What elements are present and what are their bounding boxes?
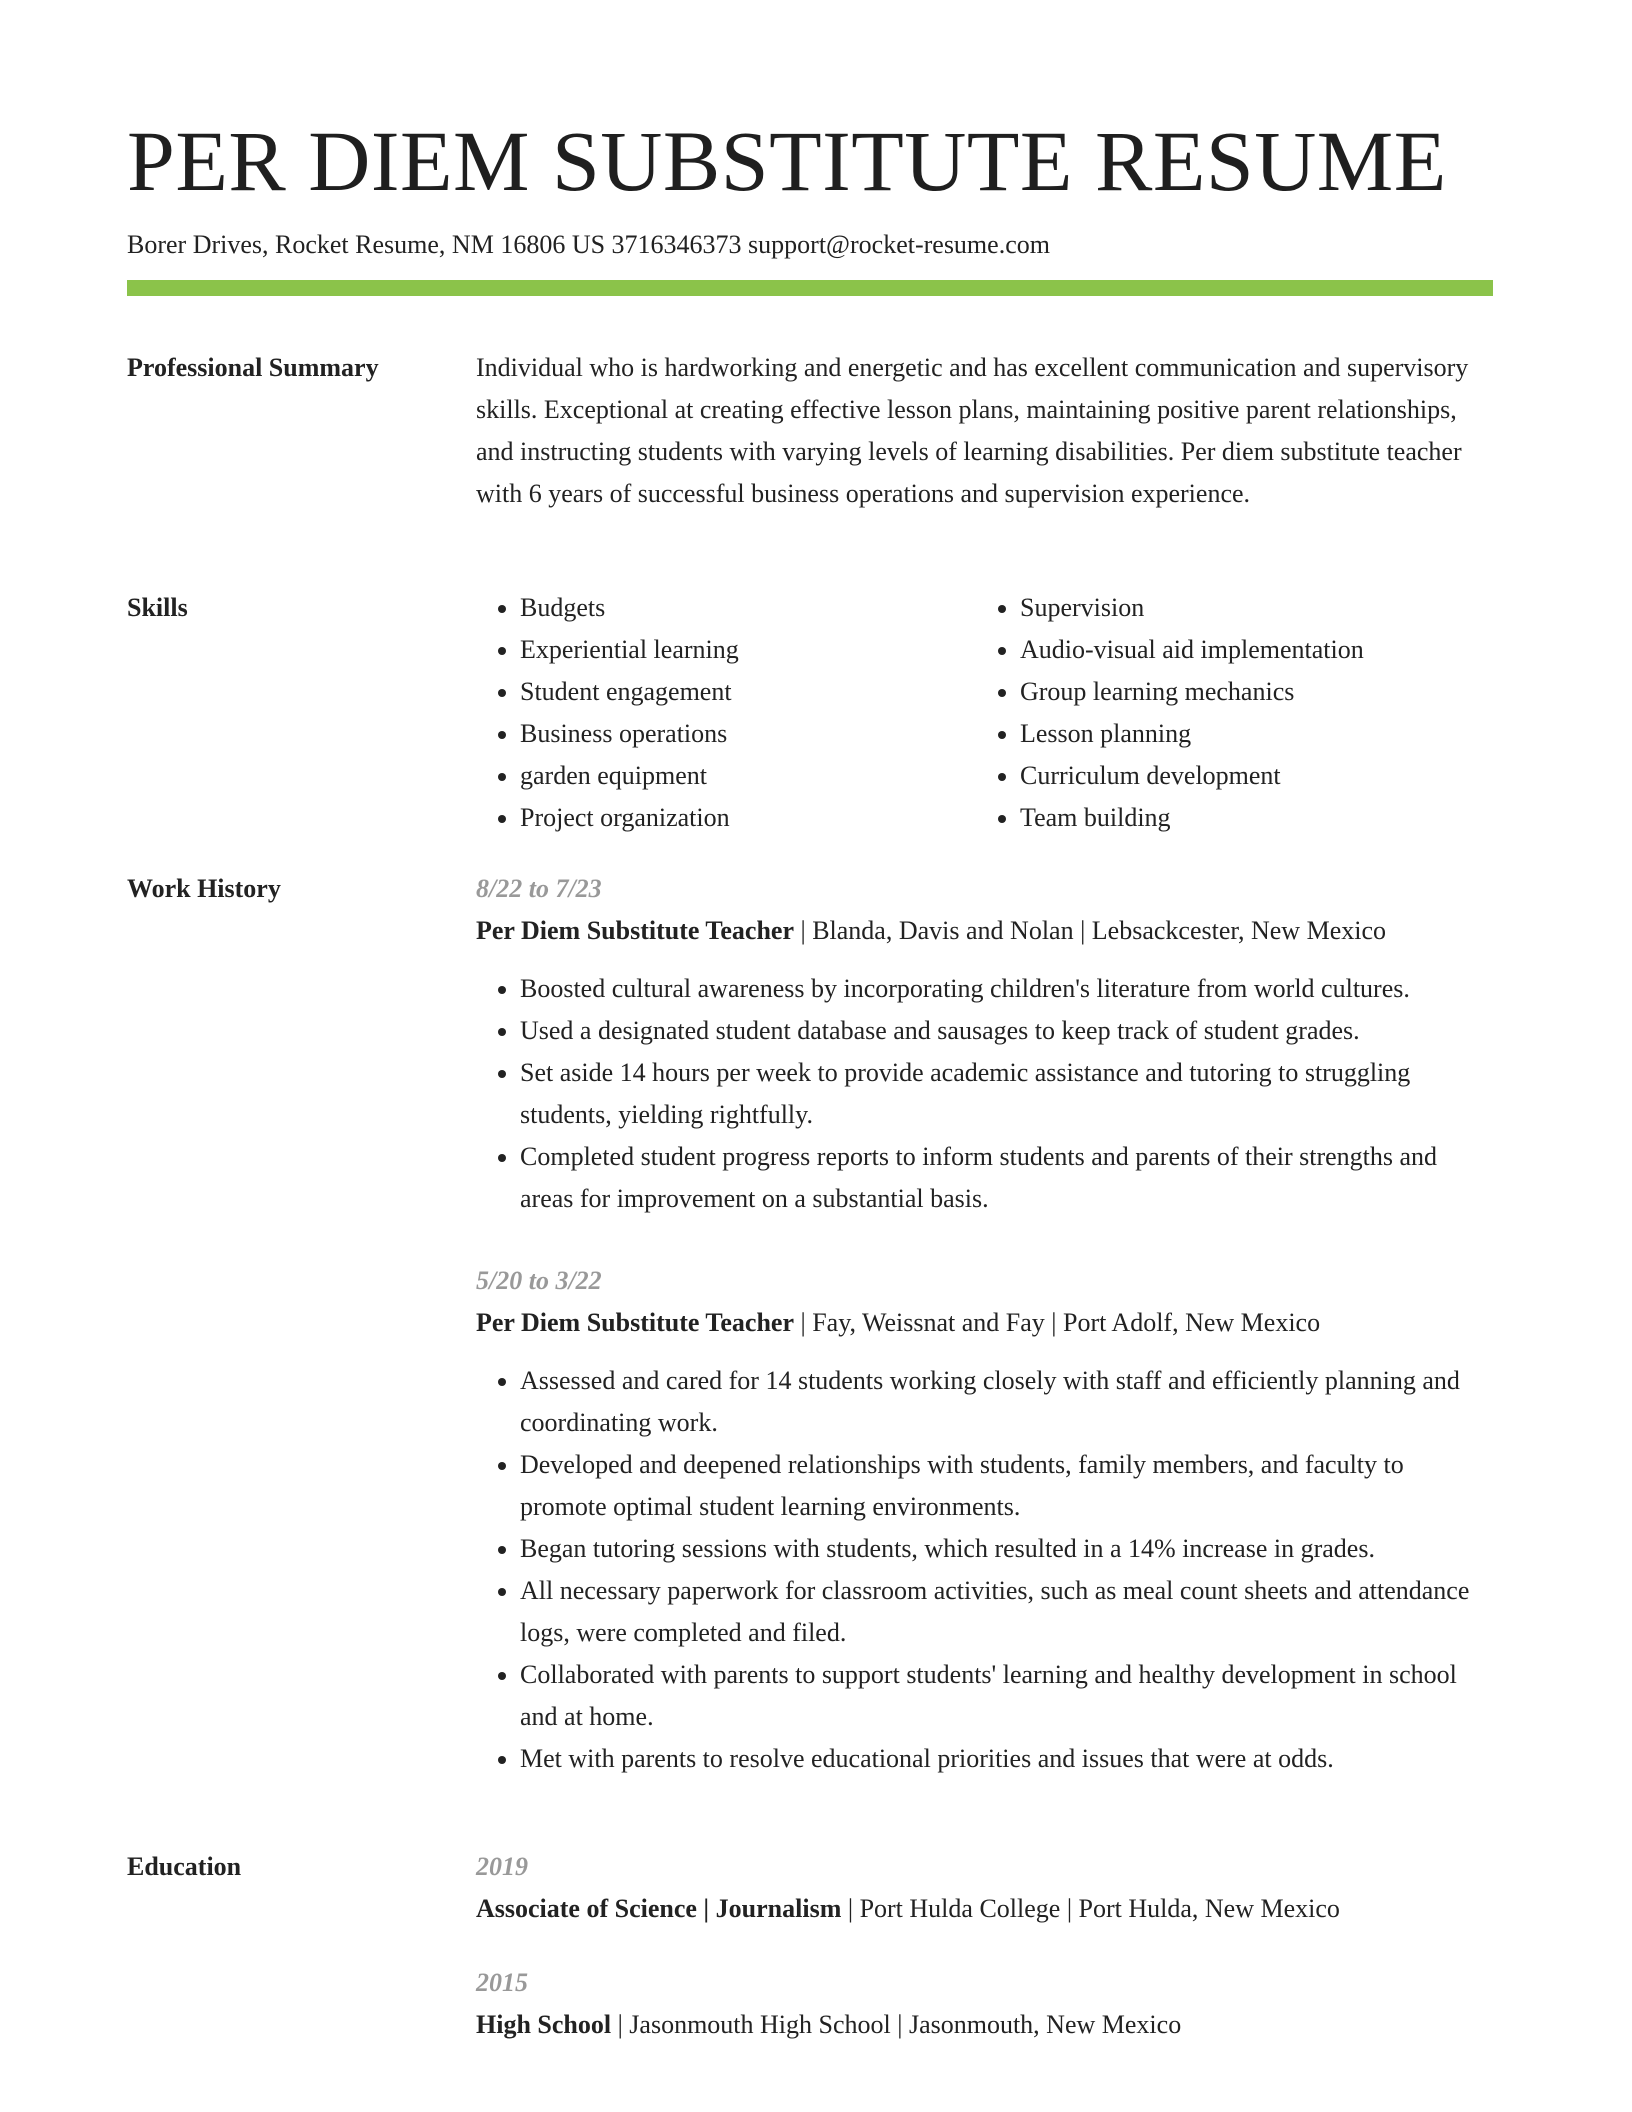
job-bullet: • Met with parents to resolve educational priorities and issues that were at odds. (520, 1738, 1493, 1780)
accent-divider (127, 280, 1493, 296)
job-heading (476, 910, 1493, 952)
job-bullet: • Began tutoring sessions with students, which resulted in a 14% increase in grades. (520, 1528, 1493, 1570)
work-history-body (476, 868, 1493, 1780)
education-details: | Port Hulda College | Port Hulda, New Mexico (841, 1894, 1340, 1923)
education-details: | Jasonmouth High School | Jasonmouth, New Mexico (611, 2010, 1182, 2039)
skill-item: • Group learning mechanics (1020, 671, 1476, 713)
job-bullet: • Assessed and cared for 14 students working closely with staff and efficiently planning and coordinating work. (520, 1360, 1493, 1444)
education-year: 2015 (476, 1968, 528, 1997)
job-heading (476, 1302, 1493, 1344)
education-entry (476, 1846, 1493, 1930)
education-entry (476, 1962, 1493, 2046)
skills-list (476, 587, 1493, 839)
job-bullet: • Set aside 14 hours per week to provide academic assistance and tutoring to struggling students, yielding rightfully. (520, 1052, 1493, 1136)
section-title-skills: Skills (127, 593, 188, 622)
job-bullet: • All necessary paperwork for classroom activities, such as meal count sheets and attendance logs, were completed and filed. (520, 1570, 1493, 1654)
skill-item: • Team building (1020, 797, 1476, 839)
job-bullet: • Boosted cultural awareness by incorporating children's literature from world cultures. (520, 968, 1493, 1010)
skill-item: • Business operations (520, 713, 976, 755)
job-role: Per Diem Substitute Teacher (476, 916, 794, 945)
skill-item: • Experiential learning (520, 629, 976, 671)
education-year: 2019 (476, 1852, 528, 1881)
skill-item: • Audio-visual aid implementation (1020, 629, 1476, 671)
section-title-education: Education (127, 1852, 242, 1881)
skill-item: • Supervision (1020, 587, 1476, 629)
skill-item: • garden equipment (520, 755, 976, 797)
education-degree: High School (476, 2010, 612, 2039)
job-dates: 8/22 to 7/23 (476, 874, 602, 903)
skills-column-left (476, 587, 976, 839)
resume-header (127, 113, 1493, 296)
education-heading (476, 2004, 1493, 2046)
job-bullet: • Used a designated student database and sausages to keep track of student grades. (520, 1010, 1493, 1052)
skill-item: • Project organization (520, 797, 976, 839)
education-body (476, 1846, 1493, 2046)
education-degree: Associate of Science | Journalism (476, 1894, 842, 1923)
job-entry (476, 868, 1493, 1220)
job-bullet: • Collaborated with parents to support students' learning and healthy development in school and at home. (520, 1654, 1493, 1738)
job-details: | Fay, Weissnat and Fay | Port Adolf, New Mexico (794, 1308, 1321, 1337)
skill-item: • Student engagement (520, 671, 976, 713)
contact-line: Borer Drives, Rocket Resume, NM 16806 US 3716346373 support@rocket-resume.com (127, 230, 1050, 259)
section-title-work-history: Work History (127, 874, 281, 903)
job-bullets (476, 968, 1493, 1220)
education-heading (476, 1888, 1493, 1930)
job-dates: 5/20 to 3/22 (476, 1266, 602, 1295)
job-bullet: • Completed student progress reports to inform students and parents of their strengths and areas for improvement on a substantial basis. (520, 1136, 1493, 1220)
summary-body (476, 347, 1493, 515)
skill-item: • Budgets (520, 587, 976, 629)
job-bullet: • Developed and deepened relationships with students, family members, and faculty to promote optimal student learning environments. (520, 1444, 1493, 1528)
skill-item: • Curriculum development (1020, 755, 1476, 797)
job-entry (476, 1260, 1493, 1780)
skill-item: • Lesson planning (1020, 713, 1476, 755)
skills-column-right (976, 587, 1476, 839)
section-title-summary: Professional Summary (127, 353, 379, 382)
summary-text: Individual who is hardworking and energetic and has excellent communication and supervisory skills. Exceptional at creating effective lesson plans, maintaining positive parent relationships, and instructing students with varying levels of learning disabilities. Per diem substitute teacher with 6 years of successful business operations and supervision experience. (476, 353, 1469, 508)
job-role: Per Diem Substitute Teacher (476, 1308, 794, 1337)
job-bullets (476, 1360, 1493, 1780)
resume-title: PER DIEM SUBSTITUTE RESUME (127, 113, 1447, 209)
job-details: | Blanda, Davis and Nolan | Lebsackcester, New Mexico (794, 916, 1387, 945)
